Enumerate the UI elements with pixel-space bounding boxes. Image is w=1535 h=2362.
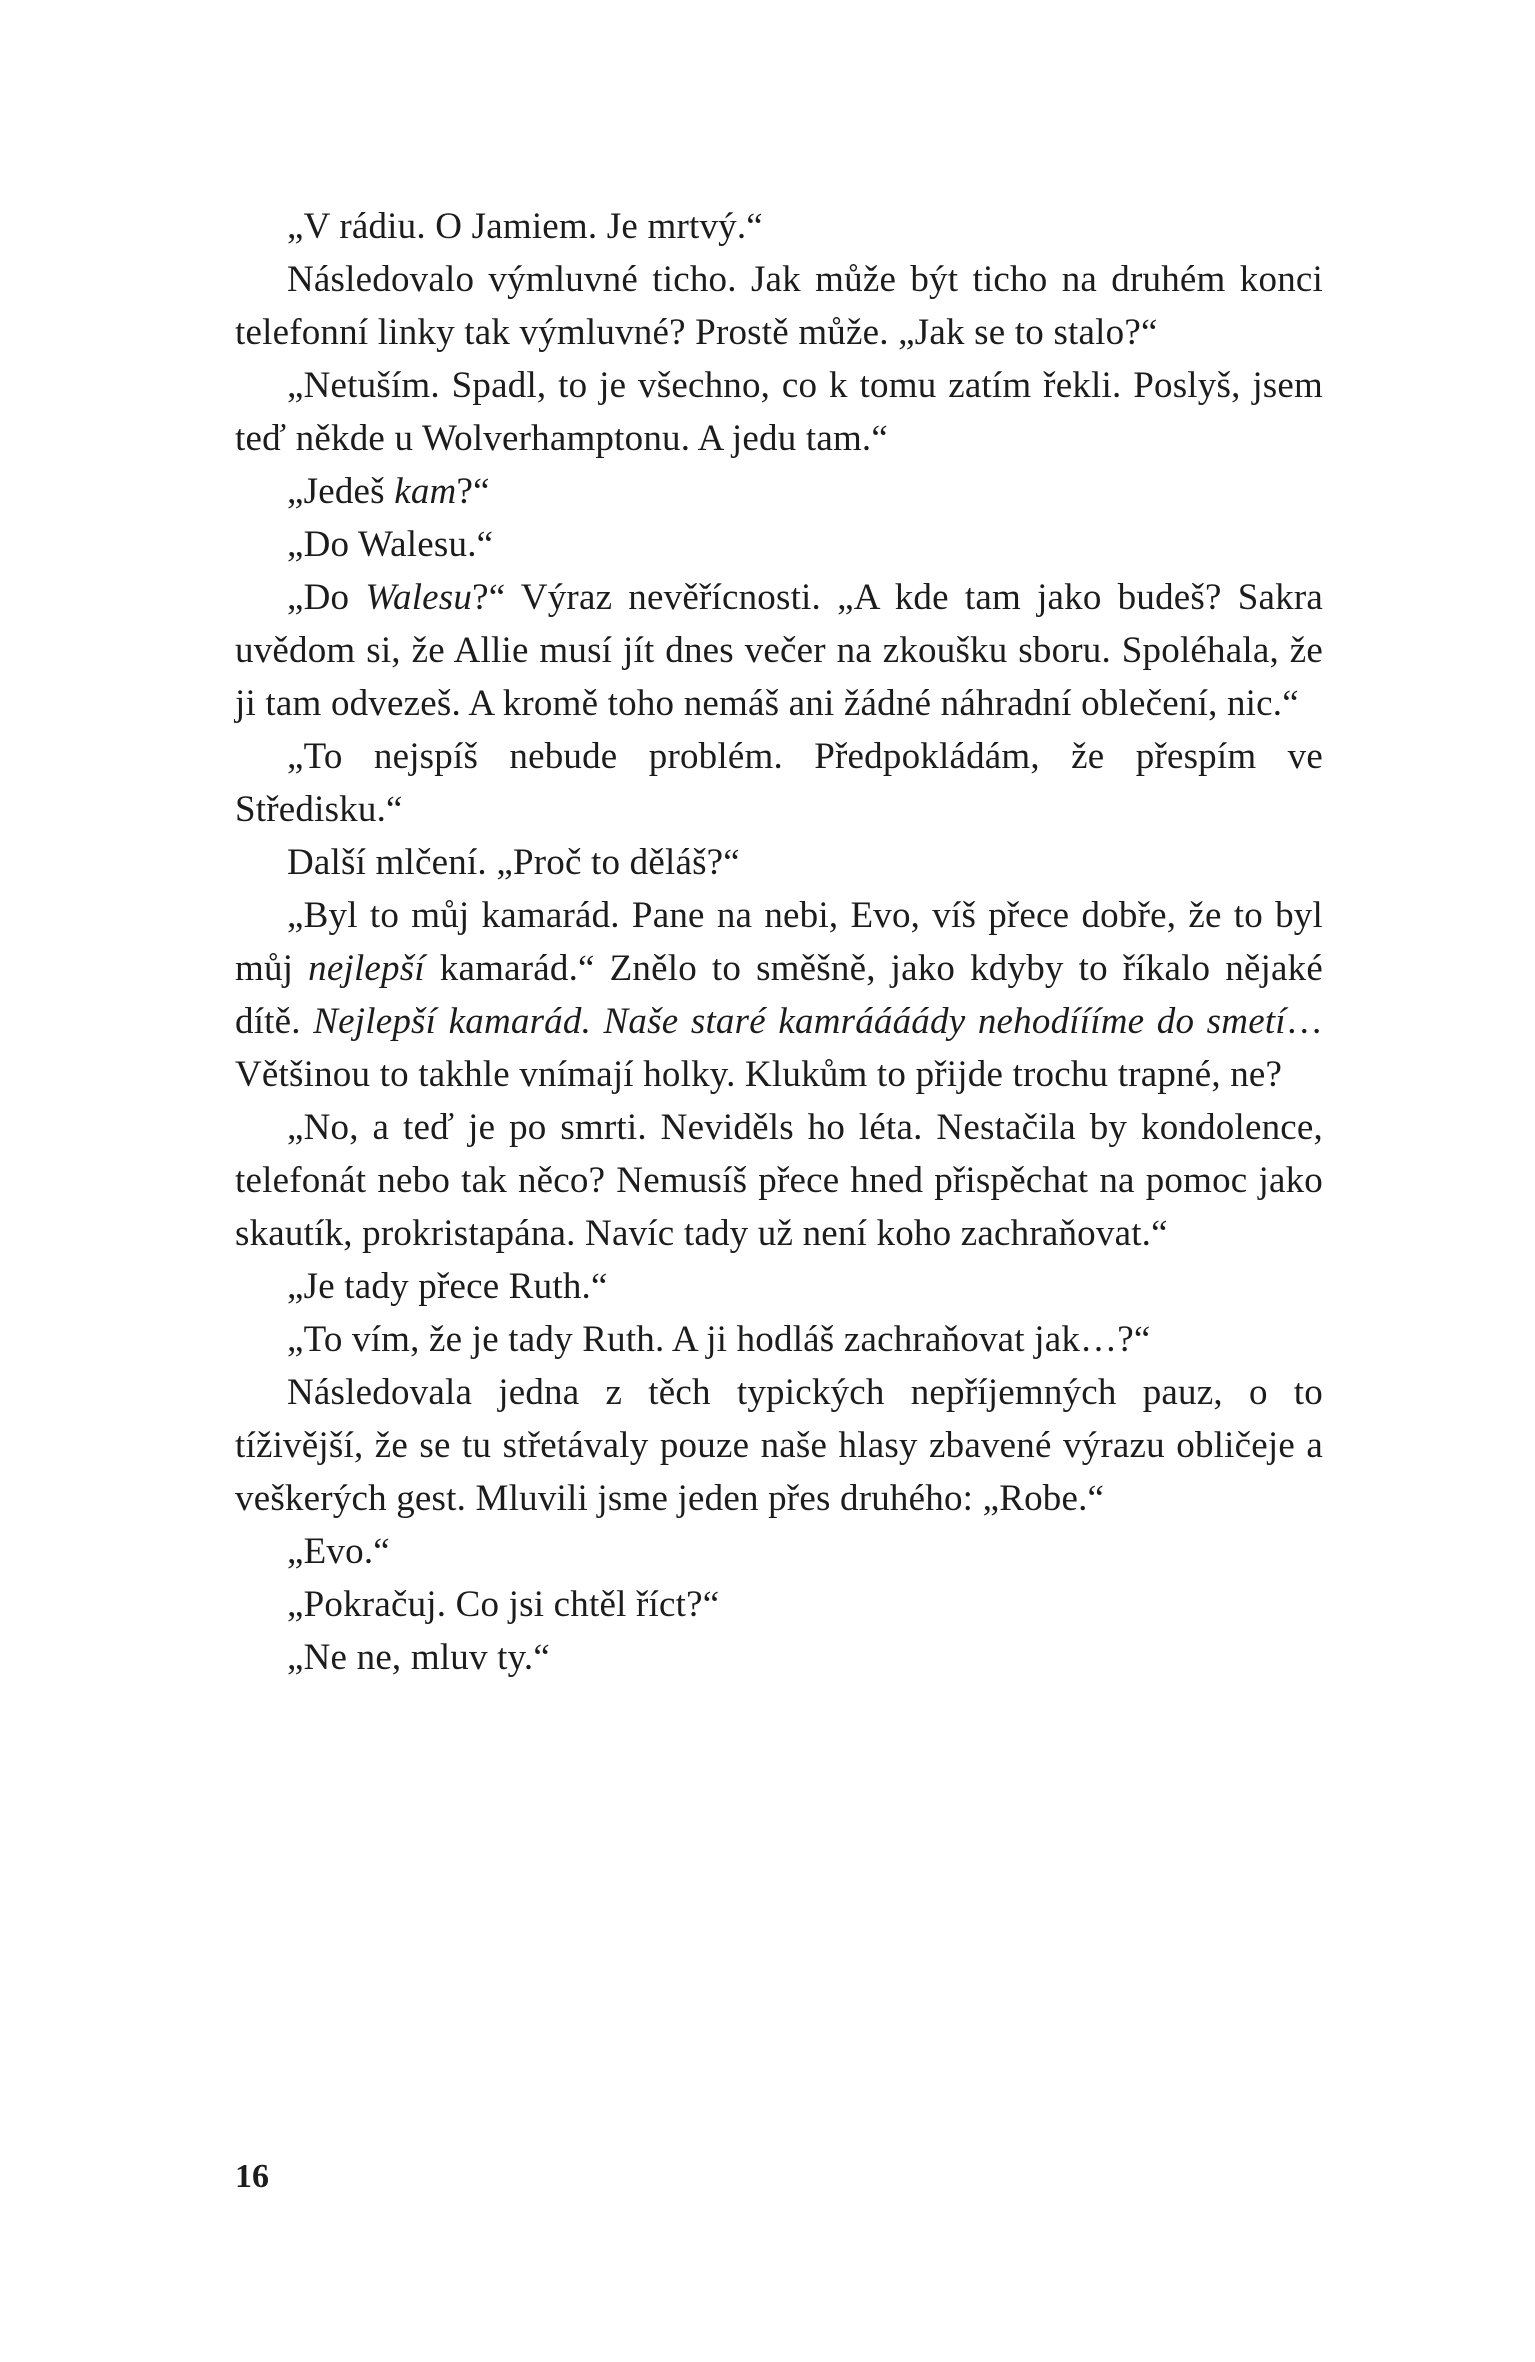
- text-run: „V rádiu. O Jamiem. Je mrtvý.“: [287, 206, 763, 247]
- body-paragraph: [235, 1578, 1323, 1631]
- text-run: „Pokračuj. Co jsi chtěl říct?“: [287, 1584, 720, 1625]
- body-paragraph: [235, 730, 1323, 836]
- page-number: 16: [235, 2158, 269, 2195]
- body-paragraph: [235, 518, 1323, 571]
- italic-text-run: Walesu: [365, 577, 473, 618]
- body-paragraph: [235, 1260, 1323, 1313]
- body-paragraph: [235, 1101, 1323, 1260]
- text-run: Následovalo výmluvné ticho. Jak může být ticho na druhém konci telefonní linky tak výmluvné? Prostě může. „Jak se to stalo?“: [235, 259, 1323, 353]
- body-paragraph: [235, 200, 1323, 253]
- text-run: kamarád.“ Znělo to směšně, jako kdyby to říkalo nějaké dítě.: [235, 948, 1323, 1042]
- body-paragraph: [235, 359, 1323, 465]
- text-run: „Evo.“: [287, 1531, 390, 1572]
- body-paragraph: [235, 889, 1323, 1101]
- italic-text-run: Nejlepší kamarád. Naše staré kamráááády nehodíííme do smetí: [313, 1001, 1286, 1042]
- body-paragraph: [235, 1631, 1323, 1684]
- body-paragraph: [235, 1525, 1323, 1578]
- text-run: ?“: [456, 471, 490, 512]
- body-paragraph: [235, 836, 1323, 889]
- text-run: „Do: [287, 577, 366, 618]
- text-run: „Je tady přece Ruth.“: [287, 1266, 608, 1307]
- text-run: „Jedeš: [287, 471, 395, 512]
- text-block: [235, 200, 1323, 1684]
- text-run: „To nejspíš nebude problém. Předpokládám, že přespím ve Středisku.“: [235, 736, 1323, 830]
- text-run: „To vím, že je tady Ruth. A ji hodláš zachraňovat jak…?“: [287, 1319, 1151, 1360]
- body-paragraph: [235, 253, 1323, 359]
- text-run: „Ne ne, mluv ty.“: [287, 1637, 550, 1678]
- text-run: ?“ Výraz nevěřícnosti. „A kde tam jako budeš? Sakra uvědom si, že Allie musí jít dnes večer na zkoušku sboru. Spoléhala, že ji tam odvezeš. A kromě toho nemáš ani žádné náhradní oblečení, nic.“: [235, 577, 1323, 724]
- italic-text-run: nejlepší: [308, 948, 425, 989]
- body-paragraph: [235, 465, 1323, 518]
- italic-text-run: kam: [394, 471, 457, 512]
- text-run: … Většinou to takhle vnímají holky. Klukům to přijde trochu trapné, ne?: [235, 1001, 1323, 1095]
- text-run: „No, a teď je po smrti. Neviděls ho léta. Nestačila by kondolence, telefonát nebo tak něco? Nemusíš přece hned přispěchat na pomoc jako skautík, prokristapána. Navíc tady už není koho zachraňovat.“: [235, 1107, 1323, 1254]
- text-run: Následovala jedna z těch typických nepříjemných pauz, o to tíživější, že se tu střetávaly pouze naše hlasy zbavené výrazu obličeje a veškerých gest. Mluvili jsme jeden přes druhého: „Robe.“: [235, 1372, 1323, 1519]
- text-run: „Netuším. Spadl, to je všechno, co k tomu zatím řekli. Poslyš, jsem teď někde u Wolverhamptonu. A jedu tam.“: [235, 365, 1323, 459]
- text-run: Další mlčení. „Proč to děláš?“: [287, 842, 740, 883]
- body-paragraph: [235, 571, 1323, 730]
- text-run: „Do Walesu.“: [287, 524, 494, 565]
- body-paragraph: [235, 1366, 1323, 1525]
- text-run: „Byl to můj kamarád. Pane na nebi, Evo, víš přece dobře, že to byl můj: [235, 895, 1323, 989]
- body-paragraph: [235, 1313, 1323, 1366]
